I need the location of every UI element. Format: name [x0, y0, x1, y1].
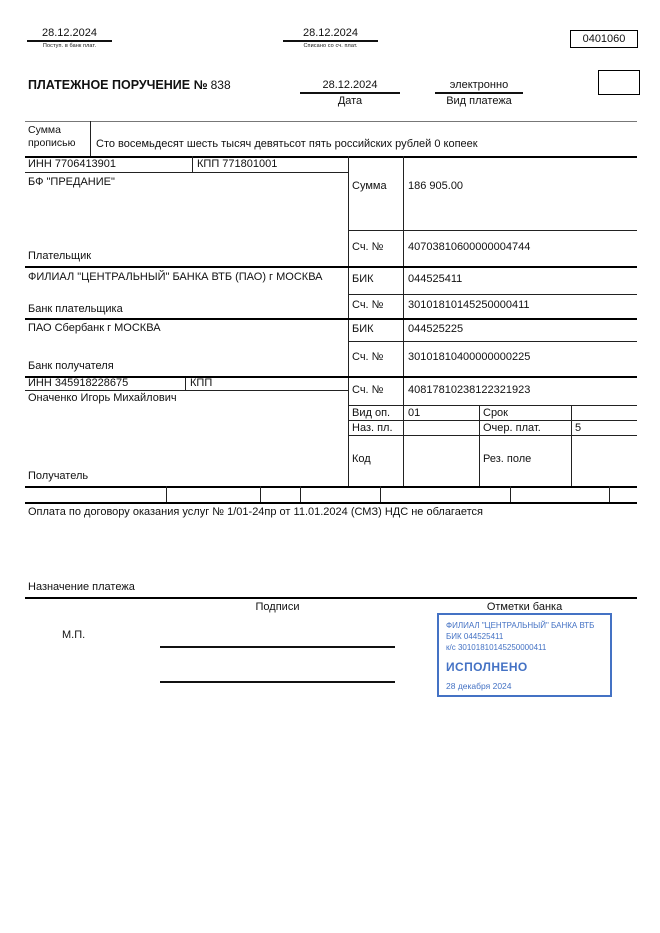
- grid-line: [25, 172, 348, 173]
- document-number: 838: [210, 78, 231, 92]
- payment-kind-underline: [435, 92, 523, 94]
- grid-line: [348, 294, 637, 295]
- grid-line: [185, 376, 186, 390]
- debited-date-label: Списано со сч. плат.: [303, 43, 358, 49]
- grid-line: [25, 121, 637, 122]
- debited-date: 28.12.2024: [302, 27, 359, 39]
- payee-account-value: 40817810238122321923: [408, 384, 531, 396]
- code-label: Код: [352, 453, 371, 465]
- grid-line: [348, 341, 637, 342]
- grid-line: [25, 597, 637, 599]
- bank-marks-label: Отметки банка: [486, 601, 563, 613]
- priority-value: 5: [575, 422, 582, 434]
- stamp-bank-name: ФИЛИАЛ "ЦЕНТРАЛЬНЫЙ" БАНКА ВТБ: [446, 621, 595, 630]
- received-date: 28.12.2024: [41, 27, 98, 39]
- stamp-status: ИСПОЛНЕНО: [446, 660, 528, 674]
- priority-label: Очер. плат.: [483, 422, 541, 434]
- grid-line: [479, 405, 480, 486]
- grid-line: [260, 486, 261, 502]
- payer-account-value: 40703810600000004744: [408, 241, 531, 253]
- grid-line: [403, 156, 404, 486]
- grid-line: [348, 420, 637, 421]
- sum-label: Сумма: [352, 180, 387, 192]
- payee-bank-label: Банк получателя: [28, 360, 114, 372]
- payee-kpp: КПП: [190, 377, 213, 389]
- sum-value: 186 905.00: [408, 180, 464, 192]
- grid-line: [609, 486, 610, 502]
- payee-bank-bik-value: 044525225: [408, 323, 464, 335]
- grid-line: [571, 405, 572, 486]
- grid-line: [25, 486, 637, 488]
- payee-bank-account-label: Сч. №: [352, 351, 384, 363]
- reserve-field-label: Рез. поле: [483, 453, 532, 465]
- payment-purpose-label: Назначение платежа: [28, 581, 135, 593]
- payee-bank-bik-label: БИК: [352, 323, 374, 335]
- grid-line: [25, 390, 348, 391]
- payer-inn: ИНН 7706413901: [28, 158, 117, 170]
- purpose-code-label: Наз. пл.: [352, 422, 393, 434]
- payer-bank-account-label: Сч. №: [352, 299, 384, 311]
- grid-line: [300, 486, 301, 502]
- doc-date-label: Дата: [337, 95, 363, 107]
- grid-line: [90, 121, 91, 156]
- stamp-corr-account: к/с 30101810145250000411: [446, 643, 547, 652]
- received-date-underline: [27, 40, 112, 42]
- op-type-value: 01: [408, 407, 421, 419]
- grid-line: [166, 486, 167, 502]
- signature-line: [160, 681, 395, 683]
- bank-stamp: [437, 613, 612, 697]
- grid-line: [192, 156, 193, 172]
- payer-bank-label: Банк плательщика: [28, 303, 123, 315]
- payer-name: БФ "ПРЕДАНИЕ": [28, 176, 115, 188]
- signatures-label: Подписи: [255, 601, 300, 613]
- payee-name: Оначенко Игорь Михайлович: [28, 392, 177, 404]
- stamp-place-label: М.П.: [62, 629, 86, 641]
- grid-line: [348, 435, 637, 436]
- grid-line: [348, 156, 349, 486]
- grid-line: [348, 405, 637, 406]
- payee-bank-account-value: 30101810400000000225: [408, 351, 531, 363]
- form-code-box: [570, 30, 638, 48]
- grid-line: [348, 230, 637, 231]
- grid-line: [25, 502, 637, 504]
- doc-date-underline: [300, 92, 400, 94]
- payer-bank-bik-value: 044525411: [408, 273, 463, 285]
- grid-line: [380, 486, 381, 502]
- debited-date-underline: [283, 40, 378, 42]
- payment-kind-label: Вид платежа: [446, 95, 512, 107]
- grid-line: [25, 266, 637, 268]
- payee-label: Получатель: [28, 470, 89, 482]
- stamp-bik: БИК 044525411: [446, 632, 504, 641]
- payee-bank-name: ПАО Сбербанк г МОСКВА: [28, 322, 161, 334]
- payee-account-label: Сч. №: [352, 384, 384, 396]
- stamp-date: 28 декабря 2024: [446, 681, 512, 691]
- payer-bank-account-value: 30101810145250000411: [408, 299, 530, 311]
- payer-bank-bik-label: БИК: [352, 273, 374, 285]
- document-title: ПЛАТЕЖНОЕ ПОРУЧЕНИЕ №: [28, 78, 208, 92]
- received-date-label: Поступ. в банк плат.: [42, 43, 97, 49]
- payer-bank-name: ФИЛИАЛ "ЦЕНТРАЛЬНЫЙ" БАНКА ВТБ (ПАО) г МОСКВА: [28, 271, 323, 283]
- grid-line: [510, 486, 511, 502]
- signature-line: [160, 646, 395, 648]
- amount-words-value: Сто восемьдесят шесть тысяч девятьсот пять российских рублей 0 копеек: [96, 138, 478, 150]
- grid-line: [25, 318, 637, 320]
- payment-kind-value: электронно: [449, 79, 509, 91]
- term-label: Срок: [483, 407, 508, 419]
- amount-words-label: Сумма прописью: [28, 124, 76, 149]
- payer-kpp: КПП 771801001: [197, 158, 278, 170]
- payment-purpose-text: Оплата по договору оказания услуг № 1/01-24пр от 11.01.2024 (СМЗ) НДС не облагается: [28, 506, 483, 518]
- payer-account-label: Сч. №: [352, 241, 384, 253]
- op-type-label: Вид оп.: [352, 407, 391, 419]
- status-code-box: [598, 70, 640, 95]
- payee-inn: ИНН 345918228675: [28, 377, 129, 389]
- form-code: 0401060: [582, 32, 626, 45]
- payer-label: Плательщик: [28, 250, 92, 262]
- doc-date-value: 28.12.2024: [322, 79, 378, 91]
- grid-line: [25, 156, 637, 158]
